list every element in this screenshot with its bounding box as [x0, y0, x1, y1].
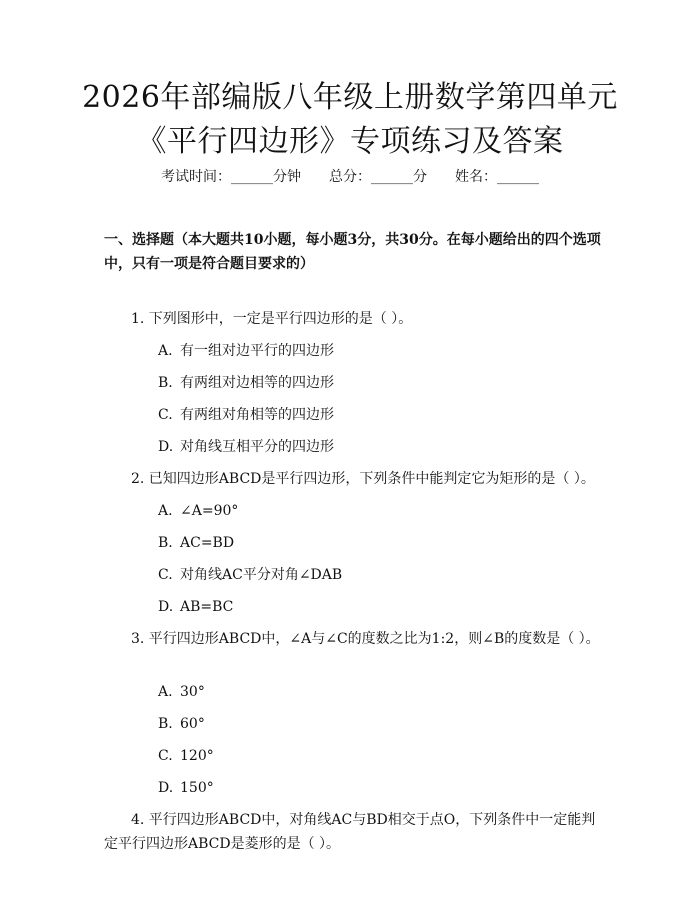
question-1-option-b	[158, 371, 334, 395]
exam-info-line: 考试时间：______分钟 总分：______分 姓名：______	[161, 169, 539, 185]
question-3: 3. 平行四边形ABCD中，∠A与∠C的度数之比为1:2，则∠B的度数是（ ）。	[131, 631, 600, 647]
document-title: 2026年部编版八年级上册数学第四单元《平行四边形》专项练习及答案	[82, 80, 618, 159]
question-2: 2. 已知四边形ABCD是平行四边形，下列条件中能判定它为矩形的是（ ）。	[131, 471, 595, 487]
option-letter: A.	[158, 503, 173, 519]
question-3-option-c	[158, 744, 214, 768]
option-letter: C.	[158, 407, 173, 423]
option-text: 有一组对边平行的四边形	[180, 343, 334, 359]
option-letter: D.	[158, 780, 174, 796]
option-letter: A.	[158, 343, 173, 359]
option-letter: B.	[158, 375, 173, 391]
option-text: 60°	[180, 716, 205, 732]
option-text: 30°	[180, 684, 205, 700]
question-4: 4. 平行四边形ABCD中，对角线AC与BD相交于点O，下列条件中一定能判定平行四边形ABCD是菱形的是（ ）。	[104, 812, 596, 852]
option-text: 对角线互相平分的四边形	[180, 439, 334, 455]
option-text: ∠A=90°	[180, 503, 239, 519]
question-2-option-c	[158, 563, 342, 587]
option-text: 有两组对边相等的四边形	[180, 375, 334, 391]
option-text: 150°	[180, 780, 214, 796]
question-3-option-a	[158, 680, 205, 704]
question-3-option-b	[158, 712, 205, 736]
option-letter: B.	[158, 716, 173, 732]
option-letter: A.	[158, 684, 173, 700]
question-3-option-d	[158, 776, 214, 800]
option-letter: C.	[158, 748, 173, 764]
question-2-option-d	[158, 595, 233, 619]
option-text: 对角线AC平分对角∠DAB	[180, 567, 343, 583]
option-text: AB=BC	[180, 599, 234, 615]
section-heading: 一、选择题（本大题共10小题，每小题3分，共30分。在每小题给出的四个选项中，只有一项是符合题目要求的）	[104, 232, 601, 272]
question-1-option-a	[158, 339, 334, 363]
question-1-option-c	[158, 403, 334, 427]
option-letter: D.	[158, 599, 174, 615]
option-letter: B.	[158, 535, 173, 551]
question-1: 1. 下列图形中，一定是平行四边形的是（ ）。	[131, 311, 413, 327]
option-text: 120°	[180, 748, 214, 764]
question-1-option-d	[158, 435, 334, 459]
option-text: 有两组对角相等的四边形	[180, 407, 334, 423]
question-2-option-a	[158, 499, 238, 523]
option-text: AC=BD	[180, 535, 235, 551]
option-letter: D.	[158, 439, 174, 455]
option-letter: C.	[158, 567, 173, 583]
question-2-option-b	[158, 531, 234, 555]
